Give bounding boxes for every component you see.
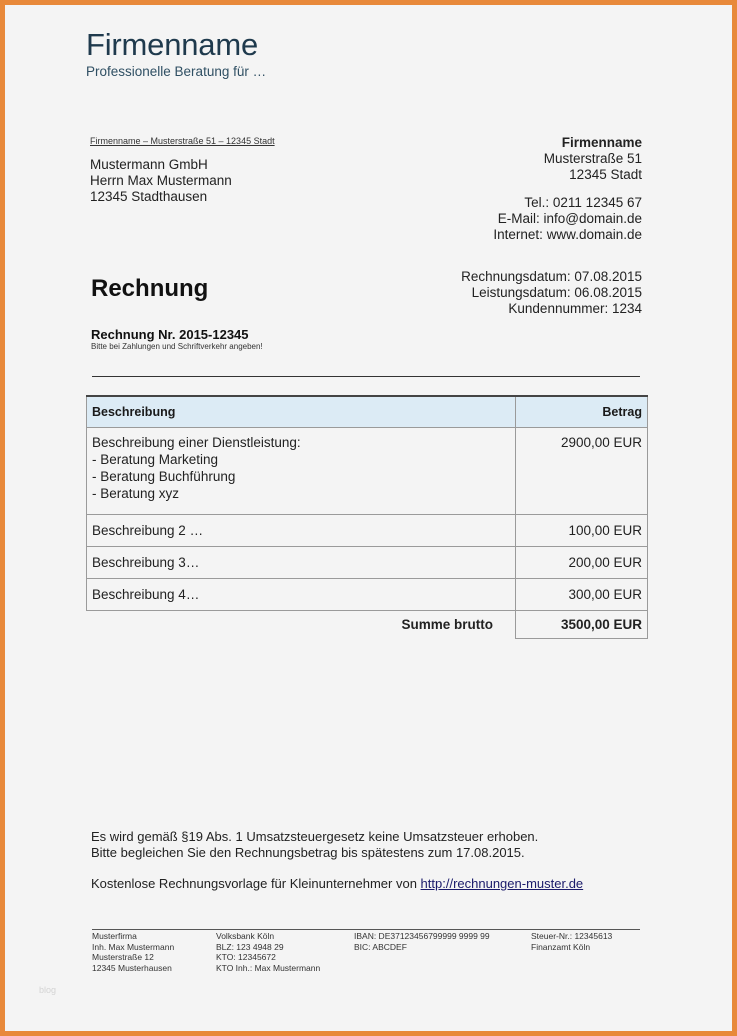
total-amount: 3500,00 EUR <box>516 611 648 639</box>
row-description-line: - Beratung Buchführung <box>92 469 236 484</box>
row-description-line: - Beratung xyz <box>92 486 180 501</box>
footer-line: KTO Inh.: Max Mustermann <box>216 962 321 973</box>
payment-notes <box>91 829 538 861</box>
company-city: 12345 Stadt <box>569 167 642 182</box>
template-promo <box>91 876 583 891</box>
divider <box>92 376 640 377</box>
footer-line: 12345 Musterhausen <box>92 962 172 973</box>
invoice-page <box>5 5 732 1031</box>
company-logo-name: Firmenname <box>86 27 258 62</box>
invoice-number: Rechnung Nr. 2015-12345 <box>91 327 249 342</box>
company-phone: Tel.: 0211 12345 67 <box>524 195 642 210</box>
recipient-address <box>90 157 232 205</box>
footer-line: Steuer-Nr.: 12345613 <box>531 931 613 941</box>
row-description: Beschreibung 3… <box>87 547 516 579</box>
line-items-table <box>86 395 648 639</box>
total-label: Summe brutto <box>401 617 493 633</box>
footer-line: Volksbank Köln <box>216 931 275 941</box>
company-tagline: Professionelle Beratung für … <box>86 64 267 79</box>
header-description: Beschreibung <box>87 396 516 428</box>
invoice-number-note: Bitte bei Zahlungen und Schriftverkehr angeben! <box>91 342 263 351</box>
footer-line: Musterstraße 12 <box>92 952 154 962</box>
row-amount: 200,00 EUR <box>516 547 648 579</box>
row-description-line: - Beratung Marketing <box>92 452 219 467</box>
row-amount: 300,00 EUR <box>516 579 648 611</box>
service-date: Leistungsdatum: 06.08.2015 <box>471 285 642 300</box>
table-header-row <box>87 396 648 428</box>
due-date-note: Bitte begleichen Sie den Rechnungsbetrag bis spätestens zum 17.08.2015. <box>91 845 525 860</box>
watermark: blog <box>39 985 57 995</box>
footer-line: KTO: 12345672 <box>216 952 276 962</box>
header-amount: Betrag <box>516 396 648 428</box>
total-row <box>87 611 648 639</box>
table-row <box>87 428 648 515</box>
table-row <box>87 579 648 611</box>
row-description-line: Beschreibung einer Dienstleistung: <box>92 435 301 450</box>
footer-line: BLZ: 123 4948 29 <box>216 941 284 952</box>
footer-iban <box>354 931 490 952</box>
table-row <box>87 515 648 547</box>
tax-note: Es wird gemäß §19 Abs. 1 Umsatzsteuergesetz keine Umsatzsteuer erhoben. <box>91 829 539 844</box>
row-description <box>87 428 516 515</box>
recipient-company: Mustermann GmbH <box>90 157 208 172</box>
promo-link[interactable]: http://rechnungen-muster.de <box>420 876 584 891</box>
company-website: Internet: www.domain.de <box>493 227 642 242</box>
footer-line: Finanzamt Köln <box>531 941 591 952</box>
sender-return-address: Firmenname – Musterstraße 51 – 12345 Stadt <box>90 136 275 146</box>
footer-company <box>92 931 174 973</box>
invoice-date: Rechnungsdatum: 07.08.2015 <box>461 269 642 284</box>
footer-line: IBAN: DE37123456799999 9999 99 <box>354 931 490 941</box>
footer-line: Musterfirma <box>92 931 137 941</box>
footer-tax <box>531 931 612 952</box>
row-description: Beschreibung 2 … <box>87 515 516 547</box>
recipient-person: Herrn Max Mustermann <box>90 173 232 188</box>
footer-bank <box>216 931 320 973</box>
row-amount: 2900,00 EUR <box>516 428 648 515</box>
row-amount: 100,00 EUR <box>516 515 648 547</box>
promo-text: Kostenlose Rechnungsvorlage für Kleinunternehmer von <box>91 876 421 891</box>
company-name: Firmenname <box>561 135 642 150</box>
recipient-city: 12345 Stadthausen <box>90 189 208 204</box>
customer-number: Kundennummer: 1234 <box>508 301 642 316</box>
row-description: Beschreibung 4… <box>87 579 516 611</box>
company-address <box>544 135 642 183</box>
company-email: E-Mail: info@domain.de <box>497 211 642 226</box>
footer-line: BIC: ABCDEF <box>354 941 407 952</box>
document-title: Rechnung <box>91 275 209 302</box>
table-row <box>87 547 648 579</box>
invoice-meta <box>461 269 642 317</box>
footer-divider <box>92 929 640 930</box>
footer-line: Inh. Max Mustermann <box>92 941 175 952</box>
company-street: Musterstraße 51 <box>543 151 642 166</box>
company-contact <box>493 195 642 243</box>
